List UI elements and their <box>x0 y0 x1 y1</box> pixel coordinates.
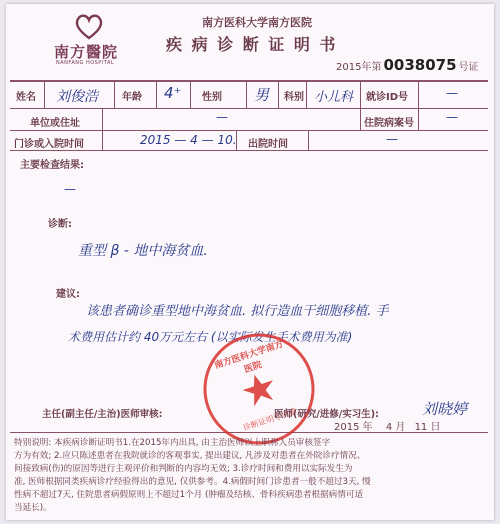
work-address-label: 单位或住址 <box>30 118 80 129</box>
work-address-value: — <box>216 110 228 124</box>
stamp-text: 南方医科大学南方医院 <box>213 339 285 376</box>
patient-sex: 男 <box>254 86 270 104</box>
row2-bottom-line <box>10 130 488 131</box>
exam-label: 主要检查结果: <box>20 160 84 171</box>
row3-divider <box>102 109 103 150</box>
doctor-label: 医师(研究/进修/实习生): <box>274 409 379 420</box>
certificate-sheet <box>6 4 494 520</box>
age-label: 年龄 <box>122 92 142 103</box>
admit-time-value: 2015 — 4 — 10. <box>140 133 237 147</box>
logo-text: 南方醫院 <box>54 43 119 61</box>
date-month: 4 月 <box>385 422 406 433</box>
inpatient-no-label: 住院病案号 <box>364 118 414 129</box>
discharge-time-value: — <box>386 132 398 146</box>
hospital-name: 南方医科大学南方医院 <box>202 16 312 29</box>
admit-time-label: 门诊或入院时间 <box>14 139 84 150</box>
hospital-logo <box>54 14 124 74</box>
date-day: 11 日 <box>414 422 441 433</box>
row1-divider <box>190 81 191 108</box>
row1-divider <box>306 81 307 108</box>
exam-value: — <box>64 182 76 196</box>
department: 小儿科 <box>314 90 354 105</box>
date-year: 2015 年 <box>334 422 373 433</box>
row1-divider <box>114 81 115 108</box>
name-label: 姓名 <box>16 92 36 103</box>
advice-line-1: 该患者确诊重型地中海贫血. 拟行造血干细胞移植. 手 <box>86 304 389 319</box>
notes-line: 特别说明: 本疾病诊断证明书1.在2015年内出具, 由主治医师以上职称人员审核签字 <box>14 438 331 448</box>
row1-divider <box>246 81 247 108</box>
serial-prefix: 2015年第 <box>336 62 382 73</box>
patient-age: 4⁺ <box>164 84 182 102</box>
diagnosis-label: 诊断: <box>48 219 72 230</box>
row3-bottom-line <box>10 150 488 151</box>
dept-label: 科别 <box>284 92 304 103</box>
advice-line-2: 术费用估计约 40万元左右 (以实际发生手术费用为准) <box>68 330 353 344</box>
notes-line: 当延长)。 <box>14 503 52 513</box>
row1-divider <box>278 81 279 108</box>
discharge-time-label: 出院时间 <box>248 139 288 150</box>
table-top-line <box>10 80 488 82</box>
row1-bottom-line <box>10 108 488 109</box>
visit-id-value: — <box>446 86 458 100</box>
diagnosis-value: 重型 β - 地中海贫血. <box>78 243 208 259</box>
signature-date <box>334 418 440 433</box>
serial-number: 0038075 <box>383 56 457 74</box>
patient-name: 刘俊浩 <box>56 89 98 105</box>
advice-label: 建议: <box>56 289 80 300</box>
chief-review-label: 主任(副主任/主治)医师审核: <box>42 409 163 420</box>
inpatient-no-value: — <box>446 110 458 124</box>
notes-line: 间接致病(伤)的原因等进行主观评价和判断的内容均无效; 3.诊疗时间和费用以实际发生为 <box>14 464 353 474</box>
special-notes <box>14 437 488 515</box>
row1-divider <box>360 81 361 130</box>
notes-line: 性病不超过7天, 住院患者病假原则上不超过1个月 (肿瘤及结核、骨科疾病患者根据病情可适 <box>14 490 364 500</box>
row3-divider <box>308 131 309 150</box>
serial-suffix: 号证 <box>458 62 479 73</box>
document-title: 疾 病 诊 断 证 明 书 <box>166 35 338 54</box>
serial-row <box>336 56 479 74</box>
row1-divider <box>418 81 419 130</box>
row1-divider <box>44 81 45 108</box>
heart-logo-icon <box>74 14 104 40</box>
logo-subtext: NANFANG HOSPITAL <box>56 60 115 66</box>
stamp-subtext: 诊断证明专用章 <box>241 406 299 433</box>
notes-line: 准, 医师根据同类疾病诊疗经验得出的意见, 仅供参考。4.病假时间门诊患者一般不超过3天, 慢 <box>14 477 371 487</box>
row1-divider <box>156 81 157 108</box>
doctor-signature: 刘晓婷 <box>422 400 468 418</box>
sex-label: 性别 <box>202 92 222 103</box>
visit-id-label: 就诊ID号 <box>366 92 409 103</box>
notes-line: 方为有效; 2.应只陈述患者在我院就诊的客观事实, 提出建议, 凡涉及对患者在外院诊疗情况、 <box>14 451 366 461</box>
